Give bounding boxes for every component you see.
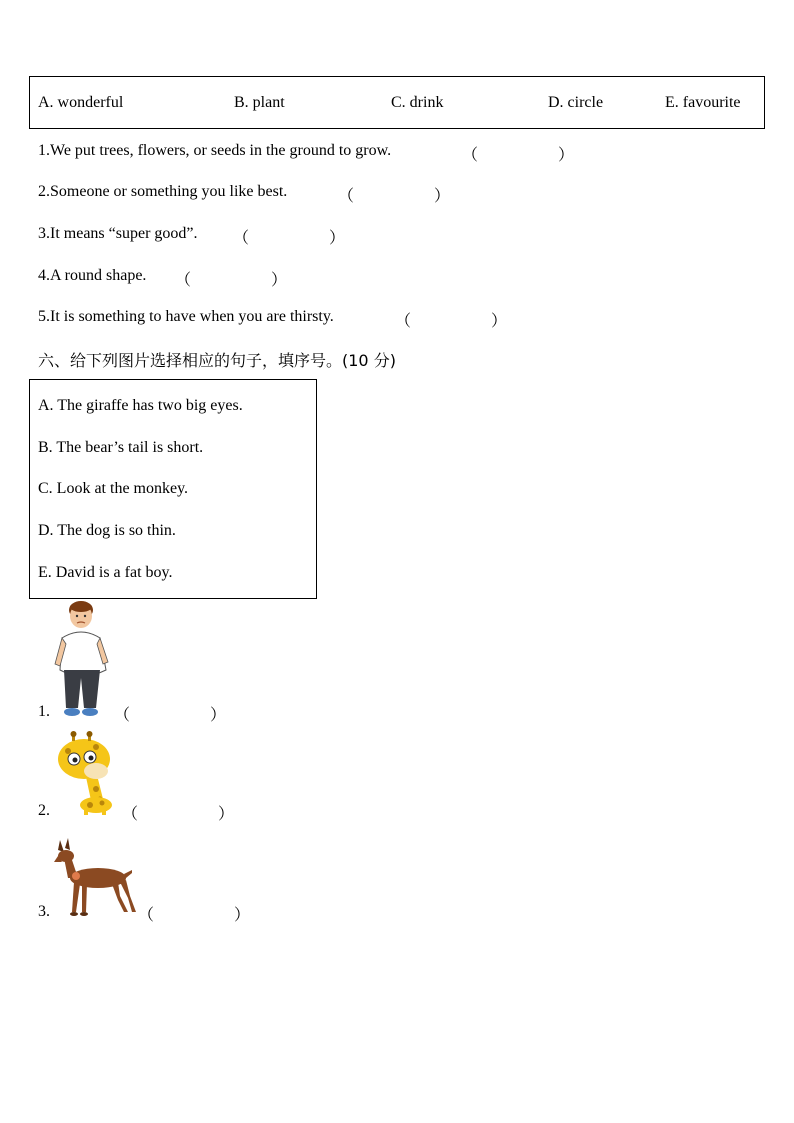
- section-6-heading: 六、给下列图片选择相应的句子，填序号。(10 分): [38, 351, 396, 370]
- fat-boy-icon: [52, 600, 112, 718]
- picture-blank-2[interactable]: （ ）: [122, 806, 235, 823]
- answer-blank-3[interactable]: （ ）: [233, 230, 346, 247]
- answer-blank-4[interactable]: （ ）: [175, 272, 288, 289]
- dog-icon: [54, 838, 136, 918]
- picture-blank-1[interactable]: （ ）: [114, 707, 227, 724]
- sentence-a: A. The giraffe has two big eyes.: [38, 397, 243, 414]
- word-option-e: E. favourite: [665, 94, 741, 111]
- picture-number-3: 3.: [38, 903, 50, 920]
- sentence-c: C. Look at the monkey.: [38, 480, 189, 497]
- word-option-a: A. wonderful: [38, 94, 124, 111]
- picture-number-2: 2.: [38, 802, 50, 819]
- sentence-b: B. The bear’s tail is short.: [38, 439, 204, 456]
- definition-3: 3.It means “super good”.: [38, 225, 198, 242]
- word-option-d: D. circle: [548, 94, 604, 111]
- answer-blank-1[interactable]: （ ）: [462, 147, 575, 164]
- definition-5: 5.It is something to have when you are thirsty.: [38, 308, 334, 325]
- sentence-d: D. The dog is so thin.: [38, 522, 176, 539]
- answer-blank-5[interactable]: （ ）: [395, 313, 508, 330]
- definition-4: 4.A round shape.: [38, 267, 147, 284]
- sentence-e: E. David is a fat boy.: [38, 564, 173, 581]
- definition-1: 1.We put trees, flowers, or seeds in the ground to grow.: [38, 142, 392, 159]
- picture-number-1: 1.: [38, 703, 50, 720]
- word-option-c: C. drink: [391, 94, 444, 111]
- definition-2: 2.Someone or something you like best.: [38, 183, 288, 200]
- giraffe-icon: [52, 733, 114, 815]
- answer-blank-2[interactable]: （ ）: [338, 188, 451, 205]
- word-option-b: B. plant: [234, 94, 285, 111]
- picture-blank-3[interactable]: （ ）: [138, 907, 251, 924]
